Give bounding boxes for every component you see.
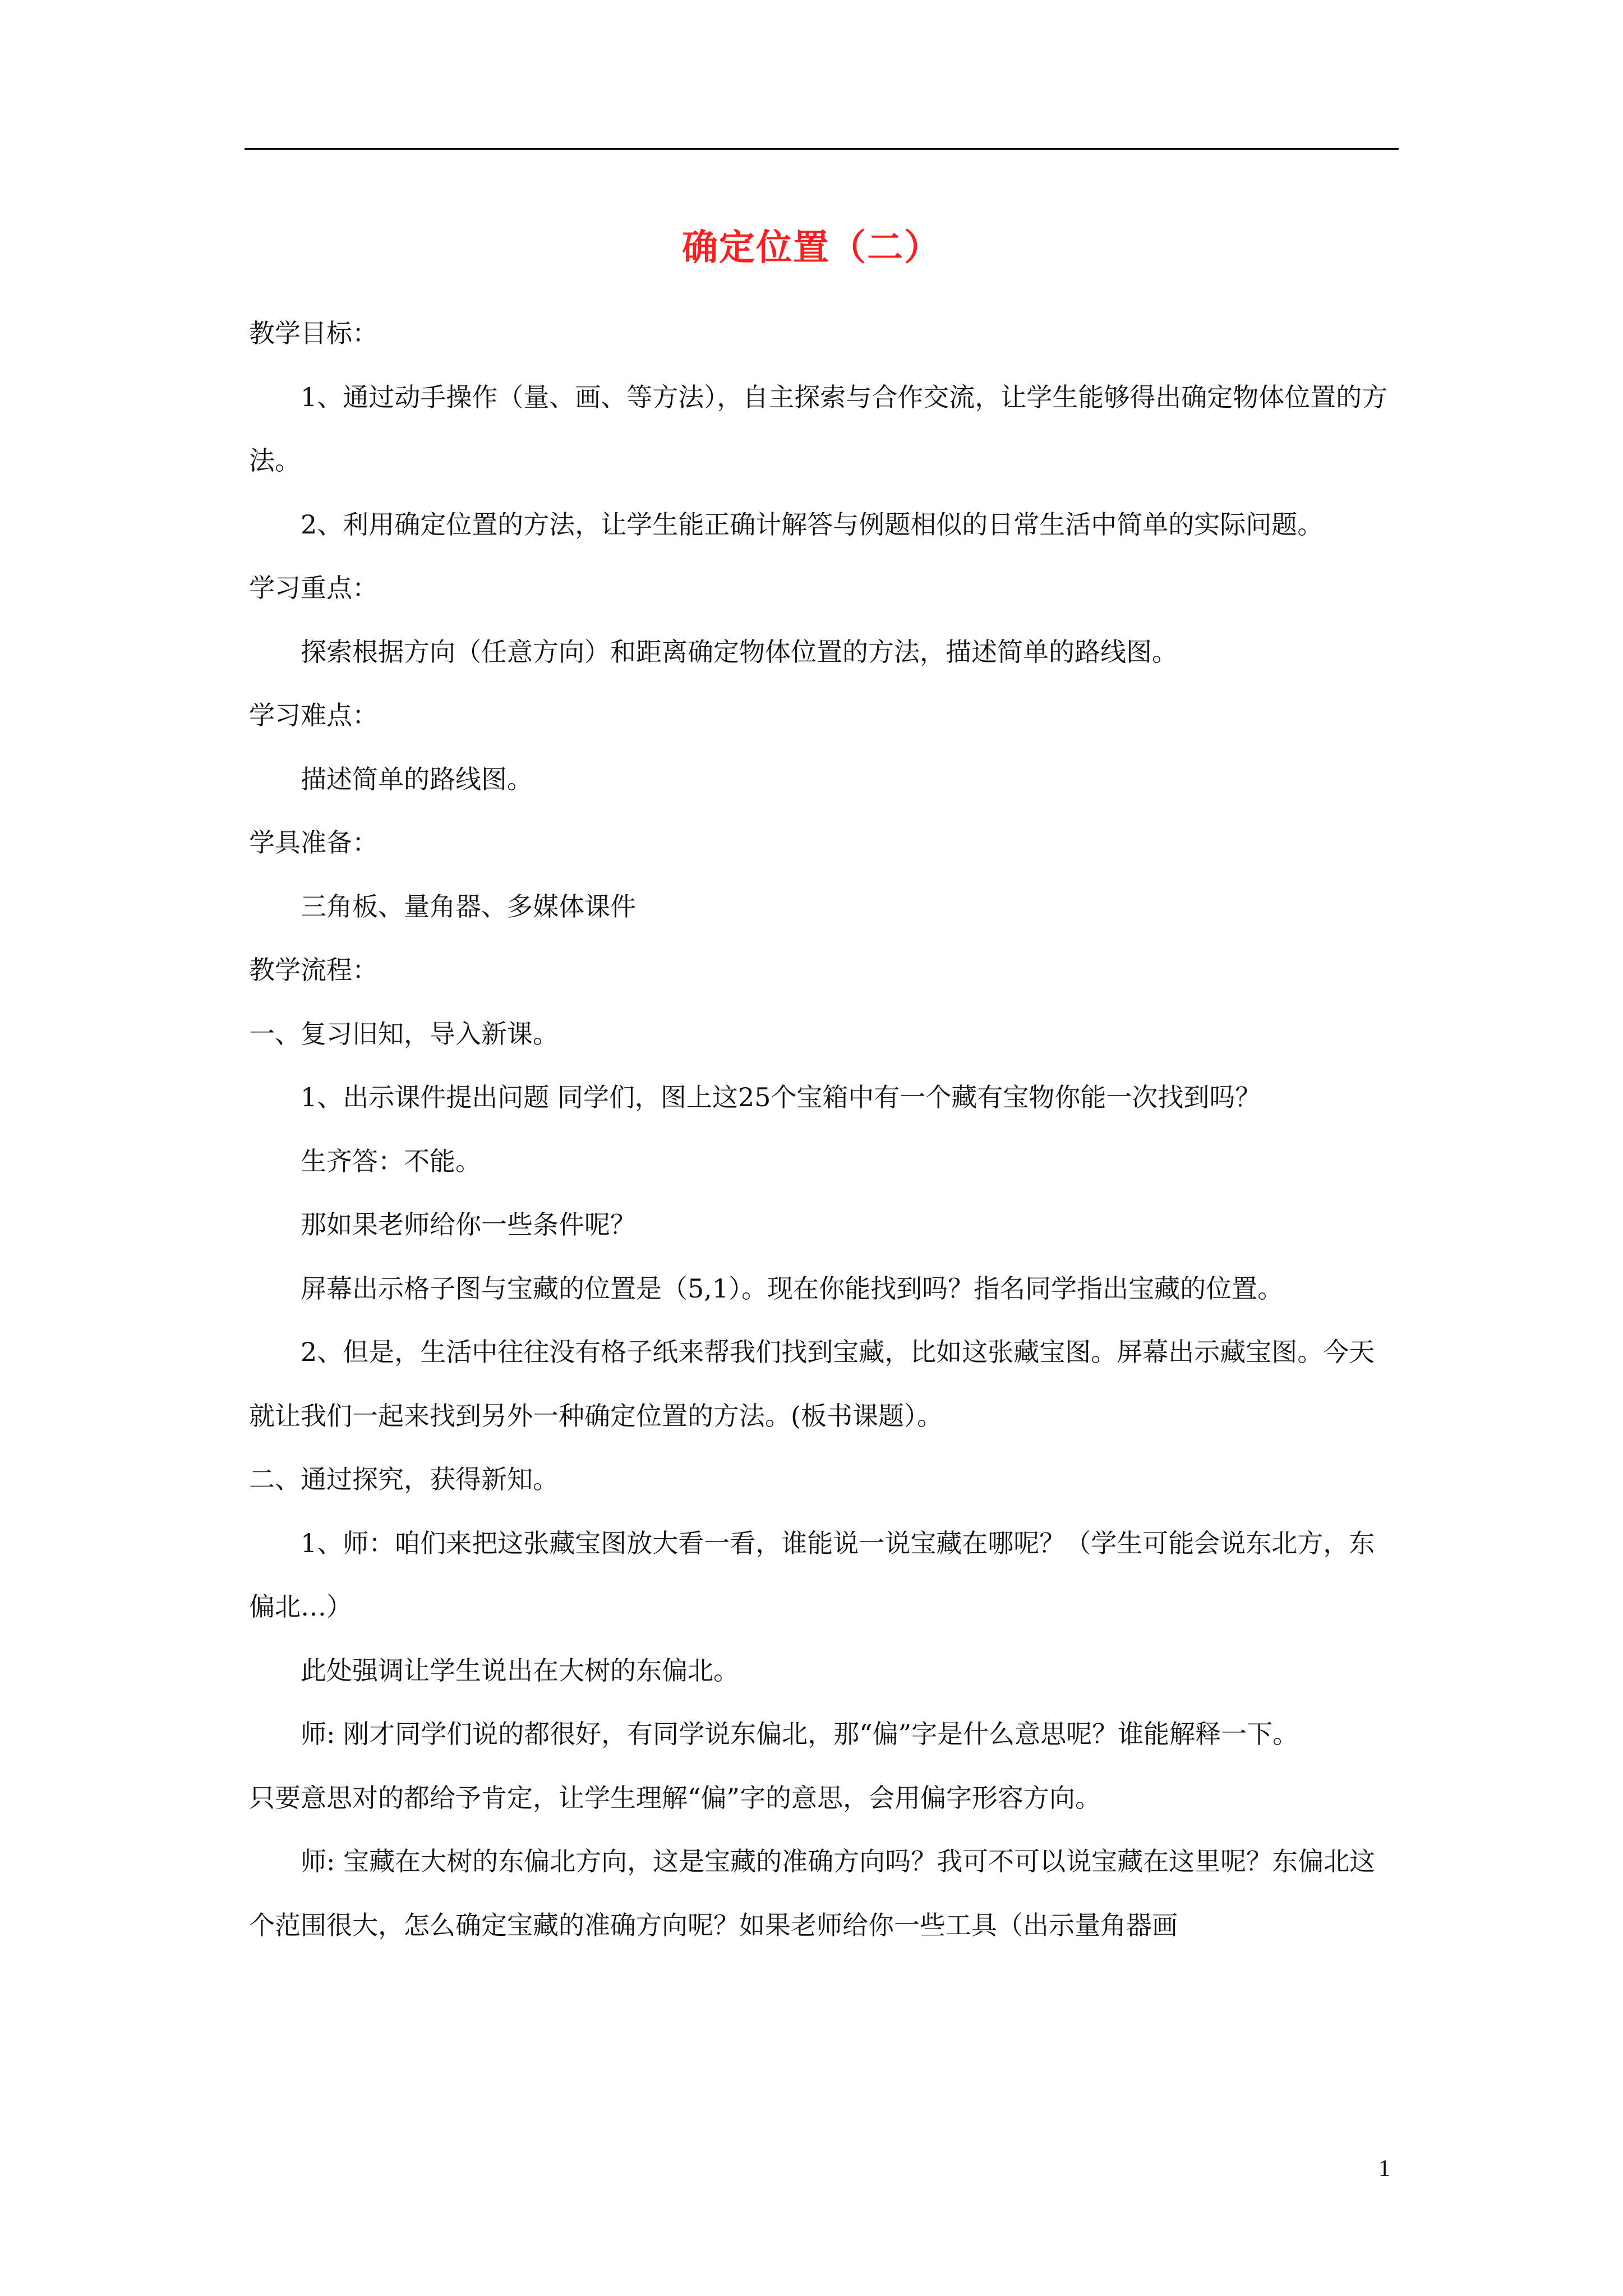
paragraph: 1、通过动手操作（量、画、等方法），自主探索与合作交流，让学生能够得出确定物体位置的方法。 [249,381,1388,476]
paragraph: 2、但是，生活中往往没有格子纸来帮我们找到宝藏，比如这张藏宝图。屏幕出示藏宝图。今天就让我们一起来找到另外一种确定位置的方法。(板书课题）。 [249,1337,1375,1431]
document-body [249,302,1399,1957]
page-number: 1 [1378,2156,1390,2182]
paragraph: 此处强调让学生说出在大树的东偏北。 [301,1655,739,1686]
paragraph: 师: 刚才同学们说的都很好，有同学说东偏北，那“偏”字是什么意思呢？谁能解释一下。 [301,1719,1299,1749]
document-title: 确定位置（二） [682,227,941,269]
paragraph: 只要意思对的都给予肯定，让学生理解“偏”字的意思，会用偏字形容方向。 [249,1782,1101,1813]
paragraph: 探索根据方向（任意方向）和距离确定物体位置的方法，描述简单的路线图。 [301,636,1178,667]
paragraph: 学具准备： [249,827,378,858]
paragraph: 三角板、量角器、多媒体课件 [301,891,636,922]
paragraph: 二、通过探究，获得新知。 [249,1464,559,1494]
paragraph: 一、复习旧知，导入新课。 [249,1018,559,1049]
paragraph: 1、师：咱们来把这张藏宝图放大看一看，谁能说一说宝藏在哪呢？（学生可能会说东北方，东偏北…） [249,1527,1375,1622]
paragraph: 教学流程： [249,955,378,985]
header-rule [245,148,1399,150]
paragraph: 屏幕出示格子图与宝藏的位置是（5,1）。现在你能找到吗？指名同学指出宝藏的位置。 [301,1273,1284,1304]
paragraph: 生齐答：不能。 [301,1145,481,1176]
paragraph: 描述简单的路线图。 [301,763,533,794]
paragraph: 学习重点： [249,573,378,603]
paragraph: 那如果老师给你一些条件呢？ [301,1209,636,1240]
paragraph: 2、利用确定位置的方法，让学生能正确计解答与例题相似的日常生活中简单的实际问题。 [301,509,1324,540]
paragraph: 教学目标： [249,318,378,348]
paragraph: 师: 宝藏在大树的东偏北方向，这是宝藏的准确方向吗？我可不可以说宝藏在这里呢？东偏北这个范围很大，怎么确定宝藏的准确方向呢？如果老师给你一些工具（出示量角器画 [249,1846,1376,1940]
paragraph: 1、出示课件提出问题 同学们，图上这25个宝箱中有一个藏有宝物你能一次找到吗？ [301,1082,1261,1112]
paragraph: 学习难点： [249,700,378,730]
